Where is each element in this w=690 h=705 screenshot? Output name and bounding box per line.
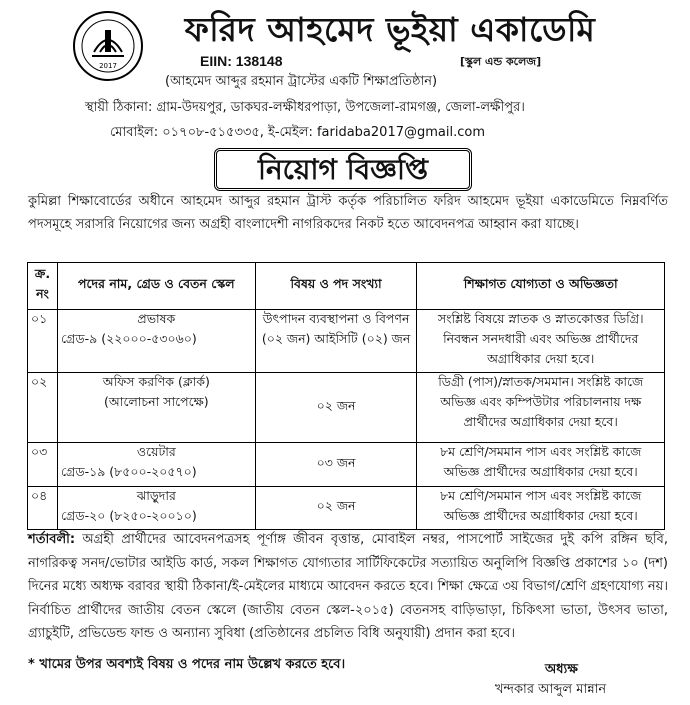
- row-post: [57, 487, 255, 530]
- post-grade: (আলোচনা সাপেক্ষে): [104, 394, 209, 409]
- post-grade: গ্রেড-৯ (২২০০০-৫৩০৬০): [60, 331, 197, 346]
- academy-logo-icon: [70, 8, 146, 84]
- post-name: অফিস করণিক (ক্লার্ক): [102, 374, 210, 389]
- envelope-note: * খামের উপর অবশ্যই বিষয় ও পদের নাম উল্লেখ করতে হবে।: [28, 657, 346, 672]
- row-serial: ০৩: [28, 443, 58, 487]
- post-name: প্রভাষক: [137, 311, 176, 326]
- row-subject: ০২ জন: [255, 373, 417, 443]
- row-qualification: সংশ্লিষ্ট বিষয়ে স্নাতক ও স্নাতকোত্তর ডিগ্রি। নিবন্ধন সনদধারী এবং অভিজ্ঞ প্রার্থীদের অগ্রাধিকার দেয়া হবে।: [417, 310, 665, 373]
- row-serial: ০৪: [28, 487, 58, 530]
- row-post: [57, 310, 255, 373]
- signatory-name: খন্দকার আব্দুল মান্নান: [495, 682, 607, 697]
- table-row: [28, 373, 665, 443]
- conditions-label: শর্তাবলী:: [28, 532, 76, 547]
- row-subject: উৎপাদন ব্যবস্থাপনা ও বিপণন (০২ জন) আইসিটি (০২) জন: [255, 310, 417, 373]
- table-row: [28, 443, 665, 487]
- post-name: ঝাড়ুদার: [136, 488, 176, 503]
- table-header-row: [28, 263, 665, 310]
- signatory-title: অধ্যক্ষ: [545, 662, 578, 677]
- vacancy-table: [27, 262, 665, 530]
- row-qualification: ৮ম শ্রেণি/সমমান পাস এবং সংশ্লিষ্ট কাজে অভিজ্ঞ প্রার্থীদের অগ্রাধিকার দেয়া হবে।: [417, 487, 665, 530]
- address-line: স্থায়ী ঠিকানা: গ্রাম-উদয়পুর, ডাকঘর-লক্ষীধরপাড়া, উপজেলা-রামগঞ্জ, জেলা-লক্ষীপুর।: [85, 100, 525, 115]
- row-subject: ০২ জন: [255, 487, 417, 530]
- row-post: [57, 373, 255, 443]
- row-serial: ০১: [28, 310, 58, 373]
- row-post: [57, 443, 255, 487]
- intro-paragraph: কুমিল্লা শিক্ষাবোর্ডের অধীনে আহমেদ আব্দুর রহমান ট্রাস্ট কর্তৃক পরিচালিত ফরিদ আহমেদ ভূইয়া একাডেমিতে নিম্নবর্ণিত পদসমূহে সরাসরি নিয়োগের জন্য অগ্রহী বাংলাদেশী নাগরিকদের নিকট হতে আবেদনপত্র আহ্বান করা যাচ্ছে।: [28, 194, 668, 232]
- conditions-paragraph: [28, 528, 668, 646]
- header-serial: ক্র. নং: [28, 263, 58, 310]
- table-row: [28, 487, 665, 530]
- header-subject: বিষয় ও পদ সংখ্যা: [255, 263, 417, 310]
- post-grade: গ্রেড-২০ (৮২৫০-২০০১০): [60, 508, 197, 523]
- trust-line: (আহমেদ আব্দুর রহমান ট্রাস্টের একটি শিক্ষাপ্রতিষ্ঠান): [165, 74, 438, 89]
- post-grade: গ্রেড-১৯ (৮৫০০-২০৫৭০): [60, 464, 197, 479]
- conditions-text: অগ্রহী প্রার্থীদের আবেদনপত্রসহ পূর্ণাঙ্গ জীবন বৃত্তান্ত, মোবাইল নম্বর, পাসপোর্ট সাইজের দুই কপি রঙ্গিন ছবি, নাগরিকত্ব সনদ/ভোটার আইডি কার্ড, সকল শিক্ষাগত যোগ্যতার সার্টিফিকেটের সত্যায়িত অনুলিপি বিজ্ঞপ্তি প্রকাশের ১০ (দশ) দিনের মধ্যে অধ্যক্ষ বরাবর স্থায়ী ঠিকানা/ই-মেইলের মাধ্যমে আবেদন করতে হবে। শিক্ষা ক্ষেত্রে ৩য় বিভাগ/শ্রেণি গ্রহণযোগ্য নয়। নির্বাচিত প্রার্থীদের জাতীয় বেতন স্কেলে (জাতীয় বেতন স্কেল-২০১৫) বেতনসহ বাড়িভাড়া, চিকিৎসা ভাতা, উৎসব ভাতা, গ্র্যাচুইটি, প্রভিডেন্ড ফান্ড ও অন্যান্য সুবিধা (প্রতিষ্ঠানের প্রচলিত বিধি অনুযায়ী) প্রদান করা হবে।: [28, 532, 668, 641]
- header-post: পদের নাম, গ্রেড ও বেতন স্কেল: [57, 263, 255, 310]
- contact-line: মোবাইল: ০১৭০৮-৫১৫৩৩৫, ই-মেইল: faridaba2017@gmail.com: [110, 125, 485, 140]
- notice-banner: নিয়োগ বিজ্ঞপ্তি: [214, 148, 472, 191]
- header-qualification: শিক্ষাগত যোগ্যতা ও অভিজ্ঞতা: [417, 263, 665, 310]
- academy-title: ফরিদ আহমেদ ভূইয়া একাডেমি: [184, 10, 596, 49]
- row-subject: ০৩ জন: [255, 443, 417, 487]
- eiin-number: EIIN: 138148: [200, 53, 283, 69]
- school-type: [স্কুল এন্ড কলেজ]: [460, 55, 542, 68]
- row-serial: ০২: [28, 373, 58, 443]
- logo-year: 2017: [99, 62, 117, 70]
- table-row: [28, 310, 665, 373]
- row-qualification: ডিগ্রী (পাস)/স্নাতক/সমমান। সংশ্লিষ্ট কাজে অভিজ্ঞ এবং কম্পিউটার পরিচালনায় দক্ষ প্রার্থীদের অগ্রাধিকার দেয়া হবে।: [417, 373, 665, 443]
- row-qualification: ৮ম শ্রেণি/সমমান পাস এবং সংশ্লিষ্ট কাজে অভিজ্ঞ প্রার্থীদের অগ্রাধিকার দেয়া হবে।: [417, 443, 665, 487]
- post-name: ওয়েটার: [136, 444, 176, 459]
